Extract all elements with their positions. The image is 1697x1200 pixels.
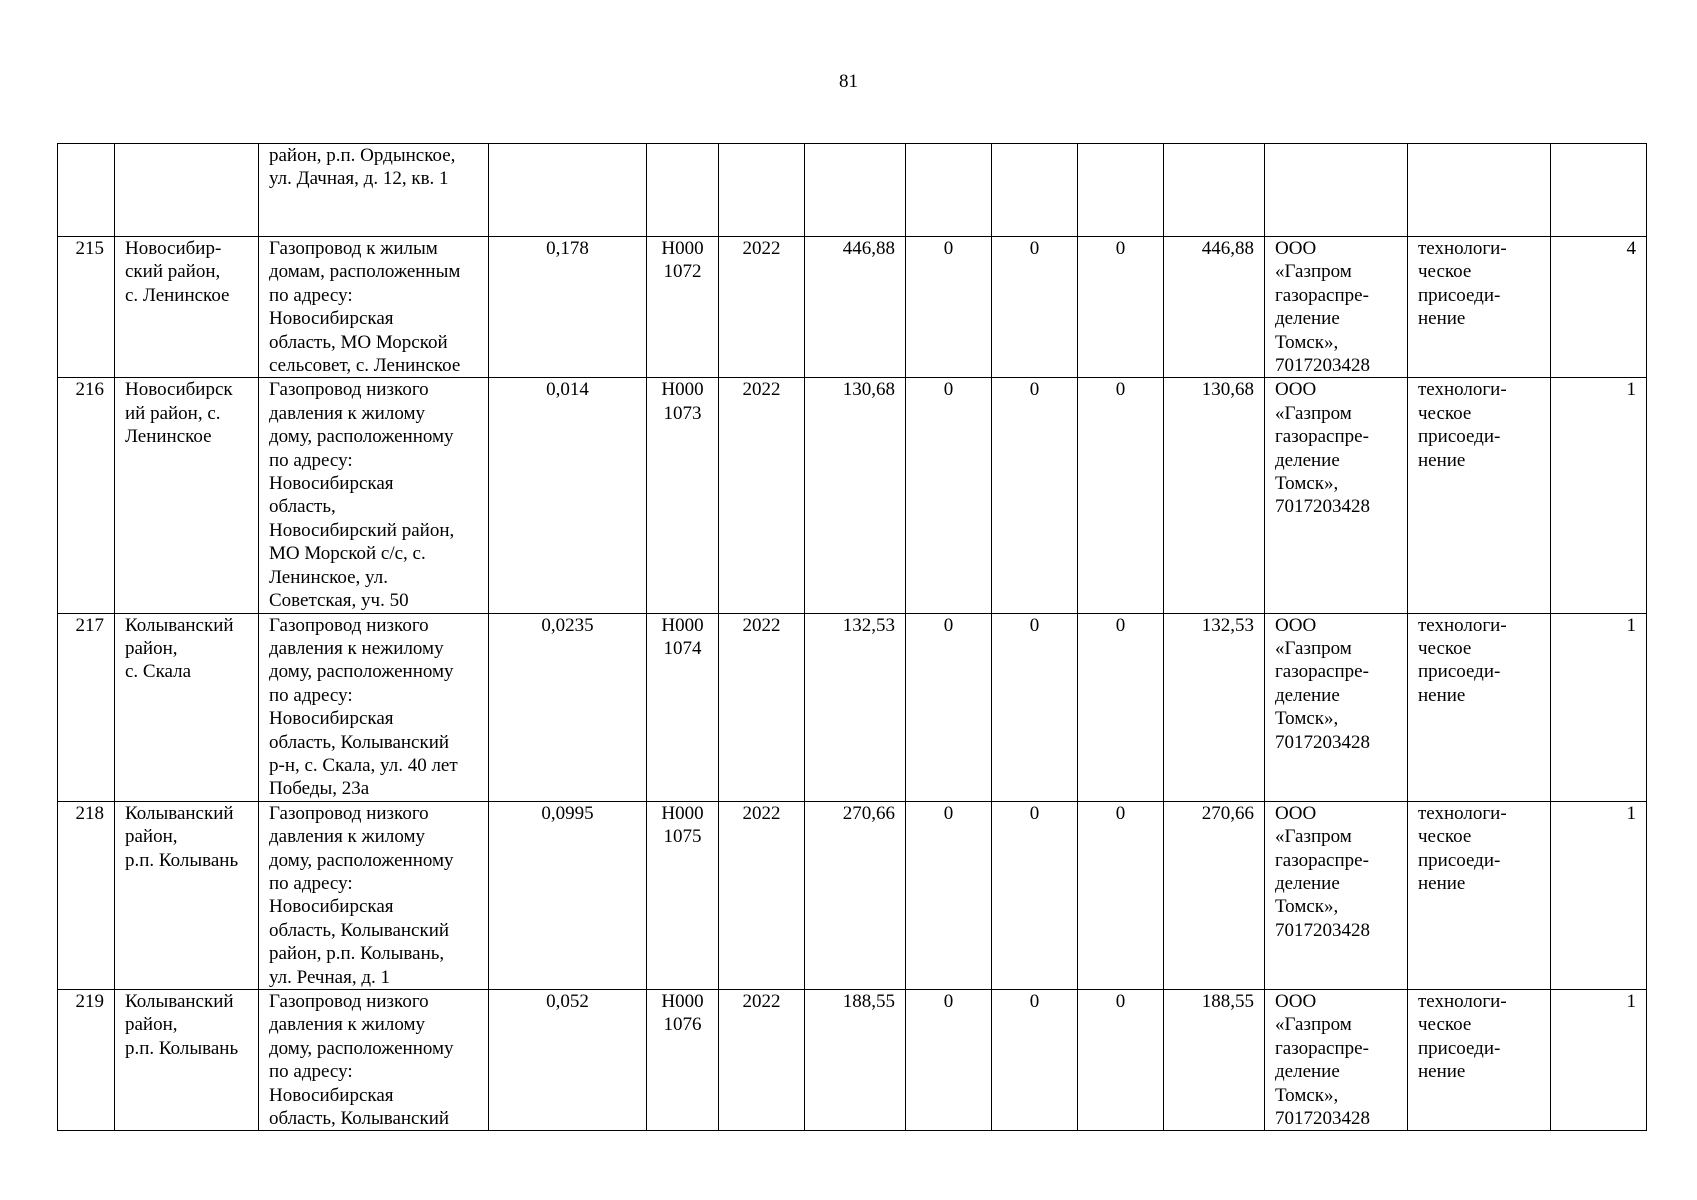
cell-length: 0,014 — [489, 378, 647, 613]
cell-value-total: 130,68 — [805, 378, 906, 613]
cell-organization: ООО «Газпром газораспре- деление Томск», 7017203428 — [1265, 237, 1408, 378]
cell-value-total: 446,88 — [805, 237, 906, 378]
cell-count: 4 — [1551, 237, 1647, 378]
cell-value-b: 0 — [992, 378, 1078, 613]
cell-count: 1 — [1551, 378, 1647, 613]
table-row — [58, 990, 1647, 1131]
cell-object-name: Газопровод к жилым домам, расположенным по адресу: Новосибирская область, МО Морской сельсовет, с. Ленинское — [259, 237, 489, 378]
cell-code: Н000 1076 — [647, 990, 719, 1131]
cell-value-a — [906, 144, 992, 237]
data-table — [57, 143, 1647, 1131]
cell-number: 219 — [58, 990, 115, 1131]
cell-code — [647, 144, 719, 237]
cell-value-total: 188,55 — [805, 990, 906, 1131]
table-row — [58, 801, 1647, 989]
cell-value-total: 132,53 — [805, 613, 906, 801]
cell-district: Колыванский район, р.п. Колывань — [115, 990, 259, 1131]
cell-value-c: 0 — [1078, 378, 1164, 613]
table-row — [58, 237, 1647, 378]
cell-length: 0,0995 — [489, 801, 647, 989]
table-row — [58, 144, 1647, 237]
cell-count: 1 — [1551, 990, 1647, 1131]
cell-object-name: Газопровод низкого давления к жилому дому, расположенному по адресу: Новосибирская область, Колыванский район, р.п. Колывань, ул. Речная, д. 1 — [259, 801, 489, 989]
cell-year: 2022 — [719, 801, 805, 989]
cell-year: 2022 — [719, 378, 805, 613]
table-row — [58, 613, 1647, 801]
cell-value-sum: 130,68 — [1164, 378, 1265, 613]
cell-organization — [1265, 144, 1408, 237]
cell-code: Н000 1073 — [647, 378, 719, 613]
cell-district: Колыванский район, с. Скала — [115, 613, 259, 801]
cell-code: Н000 1074 — [647, 613, 719, 801]
cell-value-a: 0 — [906, 237, 992, 378]
cell-purpose: технологи- ческое присоеди- нение — [1408, 613, 1551, 801]
cell-year: 2022 — [719, 613, 805, 801]
cell-organization: ООО «Газпром газораспре- деление Томск», 7017203428 — [1265, 613, 1408, 801]
cell-value-c: 0 — [1078, 613, 1164, 801]
cell-object-name: район, р.п. Ордынское, ул. Дачная, д. 12, кв. 1 — [259, 144, 489, 237]
cell-value-b — [992, 144, 1078, 237]
cell-length: 0,178 — [489, 237, 647, 378]
cell-number: 215 — [58, 237, 115, 378]
cell-purpose: технологи- ческое присоеди- нение — [1408, 237, 1551, 378]
cell-object-name: Газопровод низкого давления к жилому дому, расположенному по адресу: Новосибирская область, Колыванский — [259, 990, 489, 1131]
cell-number: 218 — [58, 801, 115, 989]
cell-year: 2022 — [719, 237, 805, 378]
cell-value-c — [1078, 144, 1164, 237]
cell-district: Новосибирск ий район, с. Ленинское — [115, 378, 259, 613]
cell-purpose: технологи- ческое присоеди- нение — [1408, 801, 1551, 989]
cell-value-sum: 270,66 — [1164, 801, 1265, 989]
cell-district: Новосибир- ский район, с. Ленинское — [115, 237, 259, 378]
cell-value-sum: 446,88 — [1164, 237, 1265, 378]
cell-value-a: 0 — [906, 801, 992, 989]
cell-value-c: 0 — [1078, 237, 1164, 378]
cell-value-b: 0 — [992, 801, 1078, 989]
cell-district: Колыванский район, р.п. Колывань — [115, 801, 259, 989]
table-row — [58, 378, 1647, 613]
cell-length: 0,0235 — [489, 613, 647, 801]
cell-district — [115, 144, 259, 237]
cell-value-sum: 132,53 — [1164, 613, 1265, 801]
cell-organization: ООО «Газпром газораспре- деление Томск», 7017203428 — [1265, 378, 1408, 613]
cell-year — [719, 144, 805, 237]
cell-value-total: 270,66 — [805, 801, 906, 989]
cell-purpose: технологи- ческое присоеди- нение — [1408, 378, 1551, 613]
cell-organization: ООО «Газпром газораспре- деление Томск», 7017203428 — [1265, 990, 1408, 1131]
cell-value-b: 0 — [992, 990, 1078, 1131]
cell-purpose: технологи- ческое присоеди- нение — [1408, 990, 1551, 1131]
cell-count: 1 — [1551, 613, 1647, 801]
cell-object-name: Газопровод низкого давления к нежилому дому, расположенному по адресу: Новосибирская область, Колыванский р-н, с. Скала, ул. 40 лет Победы, 23а — [259, 613, 489, 801]
cell-value-a: 0 — [906, 613, 992, 801]
cell-length — [489, 144, 647, 237]
cell-number — [58, 144, 115, 237]
cell-value-a: 0 — [906, 990, 992, 1131]
cell-value-sum — [1164, 144, 1265, 237]
cell-value-sum: 188,55 — [1164, 990, 1265, 1131]
page-number: 81 — [839, 71, 858, 92]
cell-year: 2022 — [719, 990, 805, 1131]
cell-value-total — [805, 144, 906, 237]
cell-purpose — [1408, 144, 1551, 237]
cell-value-b: 0 — [992, 237, 1078, 378]
cell-value-c: 0 — [1078, 801, 1164, 989]
cell-count — [1551, 144, 1647, 237]
cell-count: 1 — [1551, 801, 1647, 989]
cell-organization: ООО «Газпром газораспре- деление Томск», 7017203428 — [1265, 801, 1408, 989]
cell-code: Н000 1072 — [647, 237, 719, 378]
table-body — [58, 144, 1647, 1131]
cell-value-a: 0 — [906, 378, 992, 613]
cell-number: 217 — [58, 613, 115, 801]
cell-object-name: Газопровод низкого давления к жилому дому, расположенному по адресу: Новосибирская область, Новосибирский район, МО Морской с/с, с. Ленинское, ул. Советская, уч. 50 — [259, 378, 489, 613]
cell-code: Н000 1075 — [647, 801, 719, 989]
cell-value-b: 0 — [992, 613, 1078, 801]
cell-number: 216 — [58, 378, 115, 613]
cell-length: 0,052 — [489, 990, 647, 1131]
cell-value-c: 0 — [1078, 990, 1164, 1131]
